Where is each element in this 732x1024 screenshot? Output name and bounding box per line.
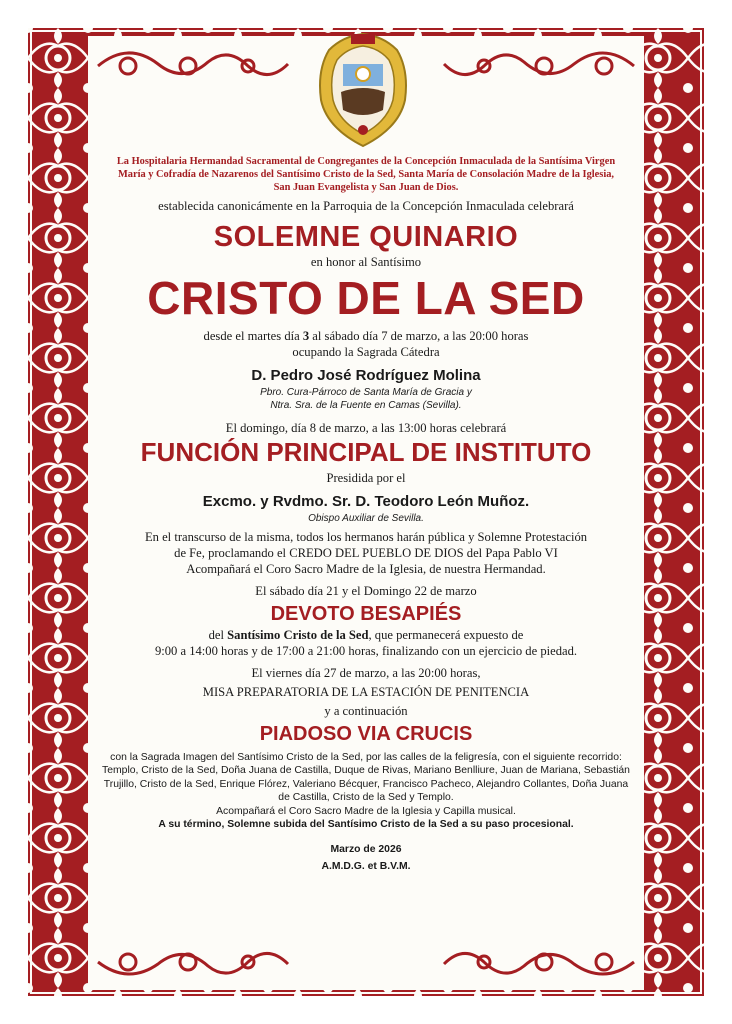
- intro-text: establecida canonicámente en la Parroquia de la Concepción Inmaculada celebrará: [158, 199, 574, 213]
- brotherhood-name-line1: La Hospitalaria Hermandad Sacramental de Congregantes de la Concepción Inmaculada de la Santísima Virgen: [116, 156, 616, 167]
- quinario-title: SOLEMNE QUINARIO: [213, 221, 519, 253]
- funcion-text-2: de Fe, proclamando el CREDO DEL PUEBLO DE DIOS del Papa Pablo VI: [174, 546, 558, 560]
- viacrucis-title: PIADOSO VIA CRUCIS: [259, 723, 473, 745]
- footer-date: Marzo de 2026: [330, 844, 402, 856]
- bottom-ornament-band: [88, 940, 644, 990]
- funcion-title: FUNCIÓN PRINCIPAL DE INSTITUTO: [140, 437, 592, 467]
- poster-content: [90, 155, 642, 873]
- bishop-role: Obispo Auxiliar de Sevilla.: [308, 513, 424, 524]
- viacrucis-intro-2: MISA PREPARATORIA DE LA ESTACIÓN DE PENITENCIA: [202, 685, 530, 699]
- besapies-text-1-post: , que permanecerá expuesto de: [368, 628, 524, 642]
- viacrucis-route-3: Trujillo, Cristo de la Sed, Enrique Flórez, Valeriano Bécquer, Francisco Pacheco, Alejandro Collantes, Doña Juana: [103, 778, 629, 790]
- viacrucis-route-4: de Castilla, Cristo de la Sed y Templo.: [278, 792, 454, 804]
- quinario-dates: [90, 328, 642, 344]
- funcion-text-1: En el transcurso de la misma, todos los hermanos harán pública y Solemne Protestación: [144, 530, 588, 544]
- besapies-text-2: 9:00 a 14:00 horas y de 17:00 a 21:00 horas, finalizando con un ejercicio de piedad.: [154, 644, 578, 658]
- besapies-text-1-bold: Santísimo Cristo de la Sed: [227, 628, 369, 642]
- funcion-intro: El domingo, día 8 de marzo, a las 13:00 horas celebrará: [225, 421, 507, 435]
- besapies-title: DEVOTO BESAPIÉS: [270, 603, 462, 625]
- preacher-role-2: Ntra. Sra. de la Fuente en Camas (Sevilla).: [270, 400, 462, 411]
- catedra-text: ocupando la Sagrada Cátedra: [292, 345, 440, 359]
- preacher-role-1: Pbro. Cura-Párroco de Santa María de Gracia y: [260, 387, 472, 398]
- quinario-dates-post: al sábado día 7 de marzo, a las 20:00 horas: [309, 329, 529, 343]
- presided-text: Presidida por el: [326, 471, 406, 485]
- viacrucis-intro-3: y a continuación: [324, 704, 408, 718]
- bottom-scroll-ornament: [88, 940, 644, 990]
- cristo-title: CRISTO DE LA SED: [147, 272, 585, 324]
- footer-motto: A.M.D.G. et B.V.M.: [321, 860, 411, 872]
- brotherhood-name-line2: María y Cofradía de Nazarenos del Santísimo Cristo de la Sed, Santa María de Consolación Madre de la Iglesia,: [117, 169, 615, 180]
- viacrucis-end: A su término, Solemne subida del Santísimo Cristo de la Sed a su paso procesional.: [158, 819, 574, 831]
- viacrucis-choir: Acompañará el Coro Sacro Madre de la Iglesia y Capilla musical.: [216, 805, 516, 817]
- brotherhood-name-line3: San Juan Evangelista y San Juan de Dios.: [273, 182, 459, 193]
- preacher-name: D. Pedro José Rodríguez Molina: [251, 367, 481, 384]
- quinario-honor: en honor al Santísimo: [310, 255, 422, 269]
- bishop-name: Excmo. y Rvdmo. Sr. D. Teodoro León Muñoz.: [202, 493, 530, 510]
- viacrucis-route-1: con la Sagrada Imagen del Santísimo Cristo de la Sed, por las calles de la feligresía, con el siguiente recorrido:: [110, 752, 622, 763]
- quinario-dates-pre: desde el martes día: [203, 329, 303, 343]
- viacrucis-route-2: Templo, Cristo de la Sed, Doña Juana de Castilla, Duque de Rivas, Mariano Benlliure, Juan de Mariana, Sebastián: [102, 765, 630, 777]
- quinario-dates-num: 3: [302, 329, 310, 343]
- brotherhood-coat-of-arms: [313, 30, 413, 150]
- funcion-text-3: Acompañará el Coro Sacro Madre de la Iglesia, de nuestra Hermandad.: [186, 562, 546, 576]
- besapies-text-1: [90, 627, 642, 643]
- besapies-text-1-pre: del: [208, 628, 228, 642]
- besapies-intro: El sábado día 21 y el Domingo 22 de marzo: [255, 584, 477, 598]
- viacrucis-intro-1: El viernes día 27 de marzo, a las 20:00 horas,: [251, 666, 481, 680]
